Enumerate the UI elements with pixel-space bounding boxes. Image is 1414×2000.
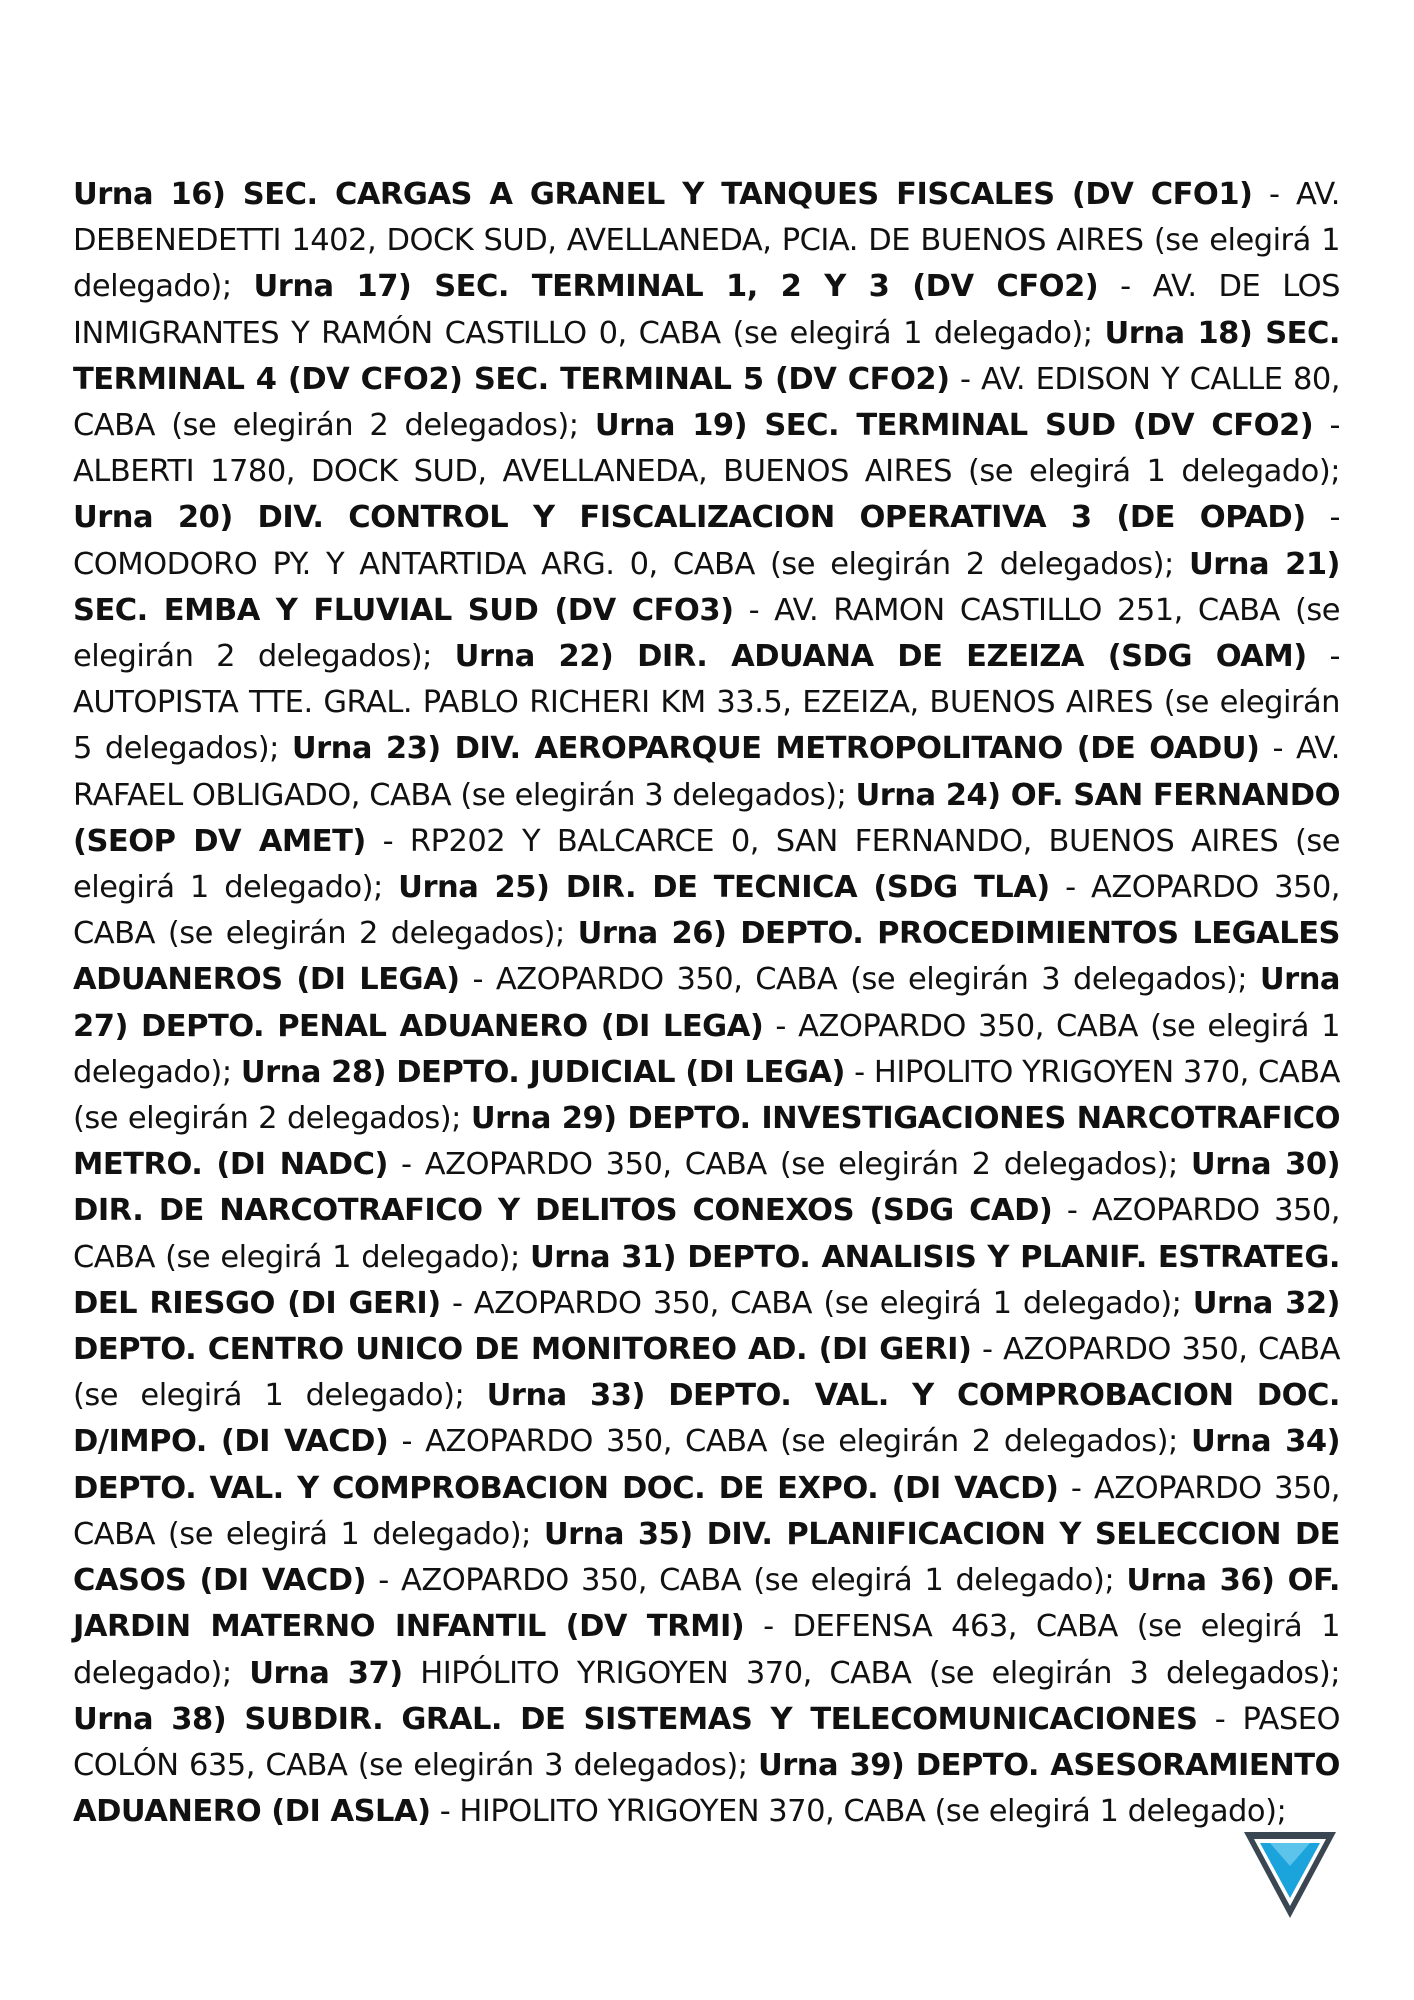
urna-details: - RP202 Y BALCARCE 0, SAN FERNANDO, BUENOS AIRES (se elegirá 1 delegado); bbox=[73, 823, 1341, 906]
urna-details: - AZOPARDO 350, CABA (se elegirán 3 delegados); bbox=[459, 962, 1260, 998]
urna-details: - AZOPARDO 350, CABA (se elegirá 1 delegado); bbox=[440, 1285, 1193, 1321]
urna-details: - AZOPARDO 350, CABA (se elegirá 1 delegado); bbox=[73, 1332, 1340, 1414]
urna-heading: Urna 33) DEPTO. VAL. Y COMPROBACION DOC. D/IMPO. (DI VACD) bbox=[73, 1378, 1340, 1460]
urna-heading: Urna 21) SEC. EMBA Y FLUVIAL SUD (DV CFO3) bbox=[73, 546, 1340, 628]
urna-details: - COMODORO PY. Y ANTARTIDA ARG. 0, CABA (se elegirán 2 delegados); bbox=[73, 500, 1341, 582]
urna-details: - AZOPARDO 350, CABA (se elegirán 2 delegados); bbox=[73, 870, 1340, 952]
urna-details: - AZOPARDO 350, CABA (se elegirá 1 delegado); bbox=[73, 1193, 1340, 1275]
urna-heading: Urna 20) DIV. CONTROL Y FISCALIZACION OPERATIVA 3 (DE OPAD) bbox=[73, 500, 1306, 536]
urna-heading: Urna 36) OF. JARDIN MATERNO INFANTIL (DV TRMI) bbox=[73, 1563, 1340, 1645]
urna-details: - AUTOPISTA TTE. GRAL. PABLO RICHERI KM 33.5, EZEIZA, BUENOS AIRES (se elegirán 5 delegados); bbox=[73, 639, 1340, 767]
urna-heading: Urna 29) DEPTO. INVESTIGACIONES NARCOTRAFICO METRO. (DI NADC) bbox=[73, 1101, 1340, 1183]
urna-heading: Urna 34) DEPTO. VAL. Y COMPROBACION DOC. DE EXPO. (DI VACD) bbox=[73, 1424, 1341, 1506]
urna-details: - AV. RAFAEL OBLIGADO, CABA (se elegirán 3 delegados); bbox=[73, 731, 1340, 813]
urna-heading: Urna 31) DEPTO. ANALISIS Y PLANIF. ESTRATEG. DEL RIESGO (DI GERI) bbox=[73, 1239, 1340, 1321]
chevron-triangle-logo-icon bbox=[1240, 1822, 1340, 1922]
urna-details: - PASEO COLÓN 635, CABA (se elegirán 3 delegados); bbox=[73, 1701, 1340, 1783]
urna-heading: Urna 32) DEPTO. CENTRO UNICO DE MONITOREO AD. (DI GERI) bbox=[73, 1285, 1340, 1368]
urna-heading: Urna 17) SEC. TERMINAL 1, 2 Y 3 (DV CFO2) bbox=[253, 269, 1099, 305]
urna-details: - HIPOLITO YRIGOYEN 370, CABA (se elegirán 2 delegados); bbox=[73, 1054, 1340, 1137]
urna-heading: Urna 38) SUBDIR. GRAL. DE SISTEMAS Y TELECOMUNICACIONES bbox=[73, 1701, 1198, 1737]
urna-heading: Urna 25) DIR. DE TECNICA (SDG TLA) bbox=[398, 870, 1050, 906]
urna-details: - AZOPARDO 350, CABA (se elegirán 2 delegados); bbox=[388, 1424, 1191, 1460]
urna-heading: Urna 30) DIR. DE NARCOTRAFICO Y DELITOS CONEXOS (SDG CAD) bbox=[73, 1147, 1341, 1229]
urna-details: - AV. RAMON CASTILLO 251, CABA (se elegirán 2 delegados); bbox=[73, 592, 1340, 675]
urna-details: - AZOPARDO 350, CABA (se elegirán 2 delegados); bbox=[387, 1147, 1191, 1183]
urna-details: - HIPOLITO YRIGOYEN 370, CABA (se elegirá 1 delegado); bbox=[430, 1794, 1287, 1830]
urna-details: - AV. DEBENEDETTI 1402, DOCK SUD, AVELLANEDA, PCIA. DE BUENOS AIRES (se elegirá 1 delegado); bbox=[73, 177, 1340, 305]
urna-details: - AV. EDISON Y CALLE 80, CABA (se elegirán 2 delegados); bbox=[73, 361, 1340, 444]
urna-details: - AZOPARDO 350, CABA (se elegirá 1 delegado); bbox=[73, 1470, 1340, 1552]
urna-details: HIPÓLITO YRIGOYEN 370, CABA (se elegirán 3 delegados); bbox=[402, 1655, 1341, 1691]
urna-heading: Urna 16) SEC. CARGAS A GRANEL Y TANQUES FISCALES (DV CFO1) bbox=[73, 177, 1253, 212]
urna-heading: Urna 24) OF. SAN FERNANDO (SEOP DV AMET) bbox=[73, 777, 1340, 859]
urna-heading: Urna 35) DIV. PLANIFICACION Y SELECCION DE CASOS (DI VACD) bbox=[73, 1516, 1341, 1599]
urna-details: - AZOPARDO 350, CABA (se elegirá 1 delegado); bbox=[73, 1008, 1340, 1090]
urna-heading: Urna 39) DEPTO. ASESORAMIENTO ADUANERO (DI ASLA) bbox=[73, 1747, 1340, 1830]
urna-heading: Urna 18) SEC. TERMINAL 4 (DV CFO2) SEC. TERMINAL 5 (DV CFO2) bbox=[73, 315, 1340, 397]
urna-details: - ALBERTI 1780, DOCK SUD, AVELLANEDA, BUENOS AIRES (se elegirá 1 delegado); bbox=[73, 408, 1340, 490]
urna-details: - AV. DE LOS INMIGRANTES Y RAMÓN CASTILLO 0, CABA (se elegirá 1 delegado); bbox=[73, 269, 1340, 351]
urna-heading: Urna 22) DIR. ADUANA DE EZEIZA (SDG OAM) bbox=[454, 639, 1307, 675]
urna-heading: Urna 27) DEPTO. PENAL ADUANERO (DI LEGA) bbox=[73, 962, 1340, 1044]
urna-details: - DEFENSA 463, CABA (se elegirá 1 delegado); bbox=[73, 1609, 1340, 1691]
urna-heading: Urna 23) DIV. AEROPARQUE METROPOLITANO (DE OADU) bbox=[291, 731, 1260, 767]
urna-heading: Urna 37) bbox=[249, 1655, 403, 1691]
urna-heading: Urna 26) DEPTO. PROCEDIMIENTOS LEGALES ADUANEROS (DI LEGA) bbox=[73, 916, 1340, 998]
urna-heading: Urna 19) SEC. TERMINAL SUD (DV CFO2) bbox=[594, 408, 1314, 444]
urnas-paragraph bbox=[73, 172, 1340, 1835]
urna-heading: Urna 28) DEPTO. JUDICIAL (DI LEGA) bbox=[240, 1054, 845, 1090]
urna-details: - AZOPARDO 350, CABA (se elegirá 1 delegado); bbox=[366, 1563, 1127, 1599]
